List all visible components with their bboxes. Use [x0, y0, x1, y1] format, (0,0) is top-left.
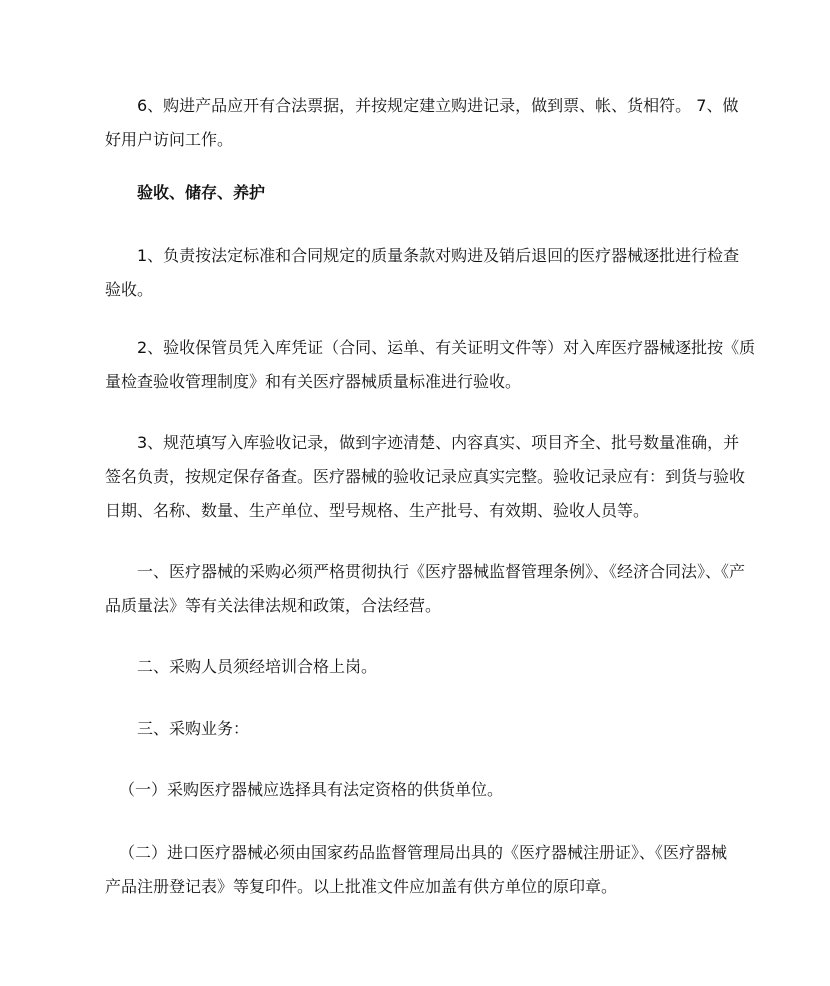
paragraph-item-1	[105, 239, 750, 307]
text-line: 2、验收保管员凭入库凭证（合同、运单、有关证明文件等）对入库医疗器械逐批按《质	[137, 338, 756, 357]
text-line: 验收。	[105, 280, 154, 299]
paragraph-section-3	[105, 712, 750, 746]
paragraph-purchase-records	[105, 89, 750, 157]
section-heading	[105, 176, 750, 210]
text-line: 三、采购业务：	[137, 719, 250, 738]
text-line: 量检查验收管理制度》和有关医疗器械质量标准进行验收。	[105, 372, 522, 391]
text-line: 好用户访问工作。	[105, 130, 234, 149]
paragraph-item-2	[105, 331, 756, 399]
paragraph-section-2	[105, 650, 750, 684]
text-line: 6、购进产品应开有合法票据，并按规定建立购进记录，做到票、帐、货相符。 7、做	[137, 96, 739, 115]
paragraph-item-3	[105, 426, 750, 528]
text-line: 品质量法》等有关法律法规和政策，合法经营。	[105, 596, 442, 615]
text-line: 1、负责按法定标准和合同规定的质量条款对购进及销后退回的医疗器械逐批进行检查	[137, 246, 740, 265]
heading-text: 验收、储存、养护	[137, 183, 266, 202]
text-line: 产品注册登记表》等复印件。以上批准文件应加盖有供方单位的原印章。	[105, 877, 618, 896]
paragraph-subitem-1	[105, 773, 750, 807]
text-line: 一、医疗器械的采购必须严格贯彻执行《医疗器械监督管理条例》、《经济合同法》、《产	[137, 562, 746, 581]
paragraph-section-1	[105, 555, 750, 623]
text-line: （二）进口医疗器械必须由国家药品监督管理局出具的《医疗器械注册证》、《医疗器械	[119, 843, 728, 862]
text-line: 二、采购人员须经培训合格上岗。	[137, 657, 378, 676]
text-line: 3、规范填写入库验收记录，做到字迹清楚、内容真实、项目齐全、批号数量准确，并	[137, 433, 740, 452]
paragraph-subitem-2	[105, 836, 750, 904]
text-line: （一）采购医疗器械应选择具有法定资格的供货单位。	[119, 780, 504, 799]
text-line: 日期、名称、数量、生产单位、型号规格、生产批号、有效期、验收人员等。	[105, 501, 650, 520]
text-line: 签名负责，按规定保存备查。医疗器械的验收记录应真实完整。验收记录应有：到货与验收	[105, 467, 746, 486]
